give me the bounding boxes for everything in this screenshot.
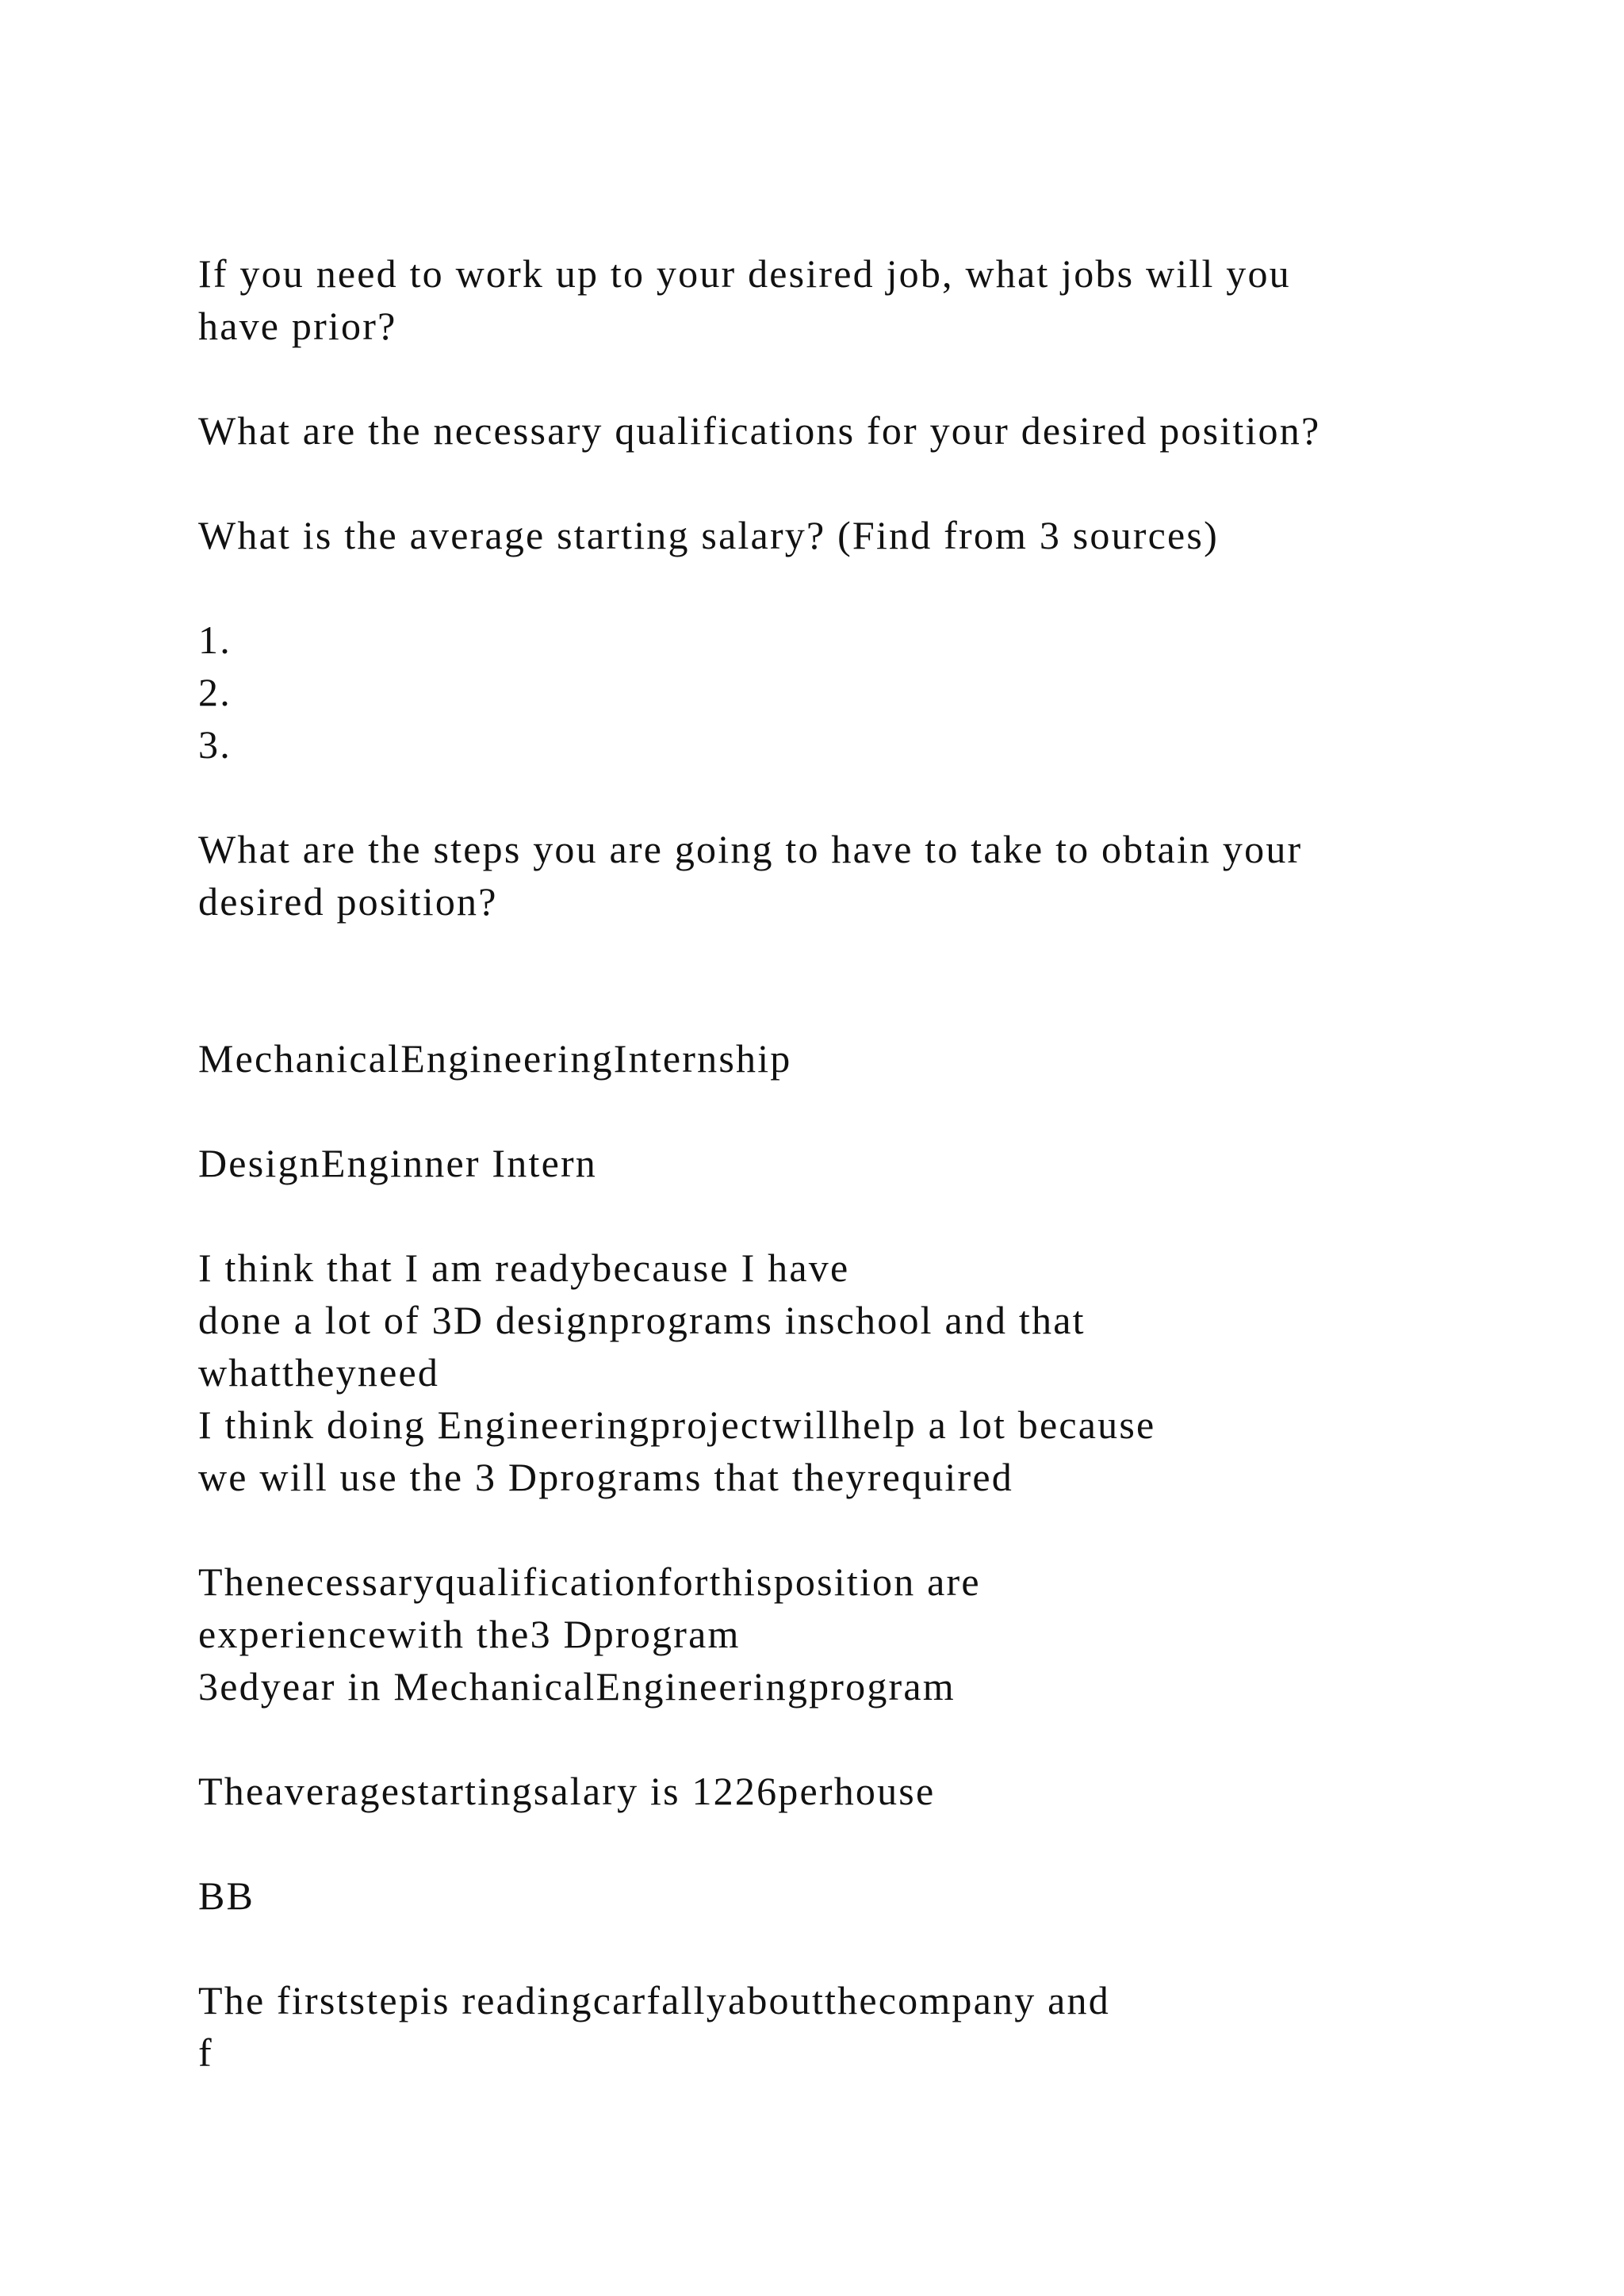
answer-qualifications-line: Thenecessaryqualificationforthisposition are (198, 1559, 981, 1604)
spacer (198, 771, 1499, 823)
spacer (198, 561, 1499, 614)
spacer (198, 457, 1499, 509)
spacer (198, 352, 1499, 404)
spacer (198, 1922, 1499, 1974)
answer-steps-line: f (198, 2030, 213, 2075)
answer-readiness-line: we will use the 3 Dprograms that theyrequired (198, 1455, 1013, 1499)
spacer (198, 1189, 1499, 1242)
answer-readiness-line: I think that I am readybecause I have (198, 1246, 850, 1290)
list-item: 3. (198, 722, 232, 767)
spacer (198, 928, 1499, 1032)
question-steps-line-2: desired position? (198, 879, 498, 924)
spacer (198, 1817, 1499, 1869)
question-salary: What is the average starting salary? (Find from 3 sources) (198, 513, 1219, 557)
question-prior-jobs-line-1: If you need to work up to your desired job, what jobs will you (198, 251, 1291, 296)
question-prior-jobs-line-2: have prior? (198, 304, 397, 348)
answer-bb: BB (198, 1873, 255, 1918)
question-qualifications: What are the necessary qualifications for your desired position? (198, 408, 1321, 453)
spacer (198, 1503, 1499, 1556)
document-body (198, 247, 1499, 2079)
spacer (198, 1712, 1499, 1765)
answer-readiness-line: I think doing Engineeringprojectwillhelp a lot because (198, 1402, 1156, 1447)
list-item: 1. (198, 618, 232, 662)
answer-readiness-line: whattheyneed (198, 1350, 440, 1395)
answer-internship: MechanicalEngineeringInternship (198, 1036, 792, 1081)
question-steps-line-1: What are the steps you are going to have to take to obtain your (198, 827, 1303, 871)
answer-qualifications-line: experiencewith the3 Dprogram (198, 1612, 741, 1656)
spacer (198, 1085, 1499, 1137)
answer-role: DesignEnginner Intern (198, 1141, 598, 1185)
answer-qualifications-line: 3edyear in MechanicalEngineeringprogram (198, 1664, 956, 1709)
answer-salary: Theaveragestartingsalary is 1226perhouse (198, 1769, 936, 1813)
answer-readiness-line: done a lot of 3D designprograms inschool and that (198, 1298, 1086, 1342)
list-item: 2. (198, 670, 232, 714)
answer-steps-line: The firststepis readingcarfallyaboutthecompany and (198, 1978, 1110, 2022)
